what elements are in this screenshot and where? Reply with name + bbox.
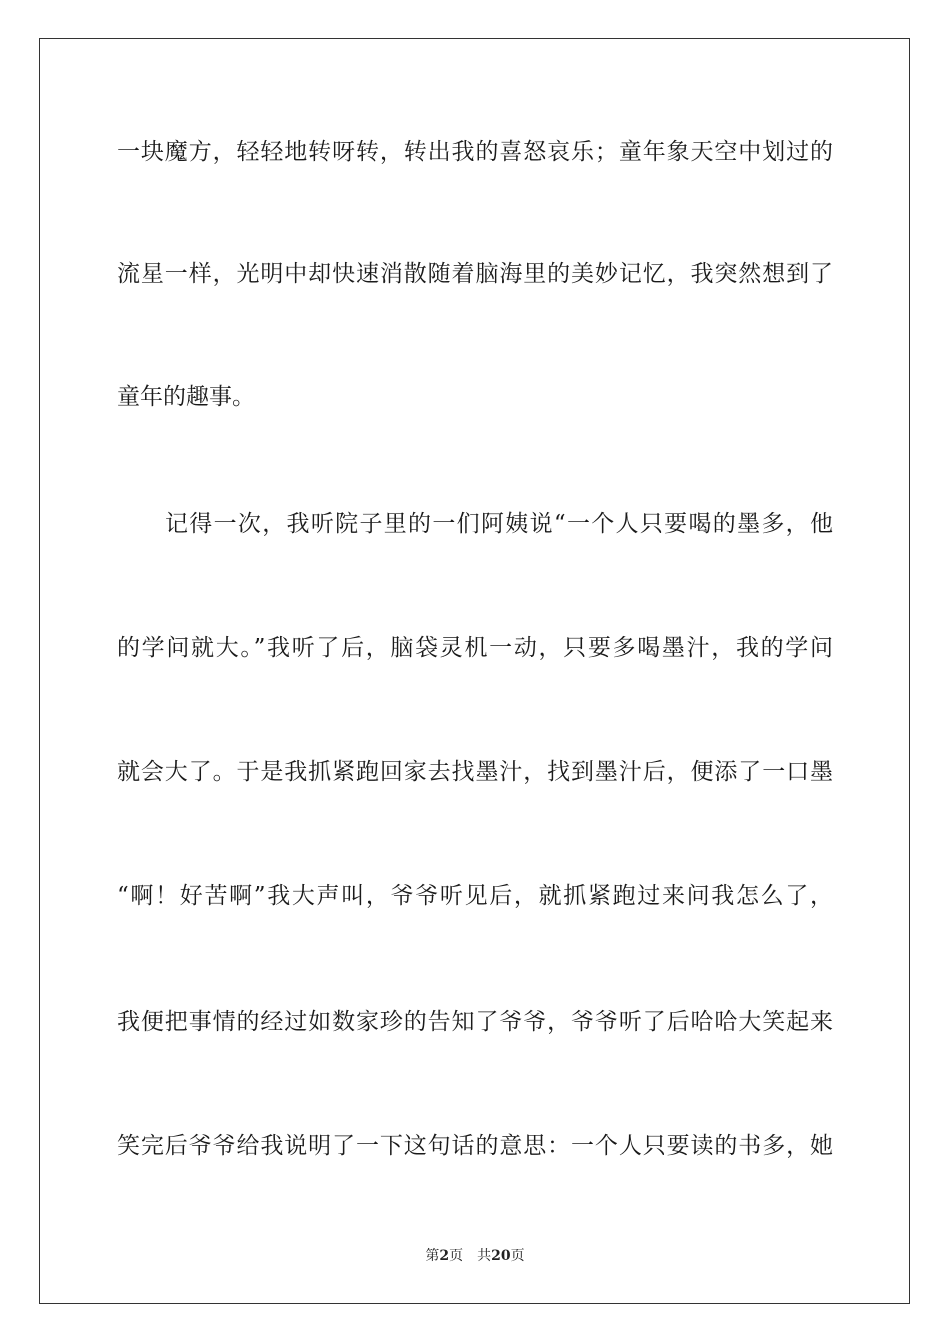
page-number: 2: [439, 1248, 450, 1264]
page-footer: [0, 1247, 950, 1265]
page-suffix: 页: [449, 1248, 464, 1264]
body-line-3: 童年的趣事。: [117, 384, 255, 410]
body-line-6: 就会大了。于是我抓紧跑回家去找墨汁，找到墨汁后，便添了一口墨: [117, 759, 833, 785]
total-pages: 20: [491, 1248, 511, 1264]
body-line-2: 流星一样，光明中却快速消散随着脑海里的美妙记忆，我突然想到了: [117, 261, 833, 287]
body-line-9: 笑完后爷爷给我说明了一下这句话的意思：一个人只要读的书多，她: [117, 1133, 833, 1159]
total-prefix: 共: [477, 1248, 492, 1264]
body-line-4: 记得一次，我听院子里的一们阿姨说“一个人只要喝的墨多，他: [165, 511, 833, 537]
body-line-7: “啊！好苦啊”我大声叫，爷爷听见后，就抓紧跑过来问我怎么了，: [117, 883, 833, 909]
body-line-8: 我便把事情的经过如数家珍的告知了爷爷，爷爷听了后哈哈大笑起来: [117, 1009, 833, 1035]
page-border: [39, 38, 910, 1304]
total-suffix: 页: [510, 1248, 525, 1264]
page-prefix: 第: [425, 1248, 440, 1264]
body-line-5: 的学问就大。”我听了后，脑袋灵机一动，只要多喝墨汁，我的学问: [117, 635, 833, 661]
body-line-1: 一块魔方，轻轻地转呀转，转出我的喜怒哀乐；童年象天空中划过的: [117, 139, 833, 165]
